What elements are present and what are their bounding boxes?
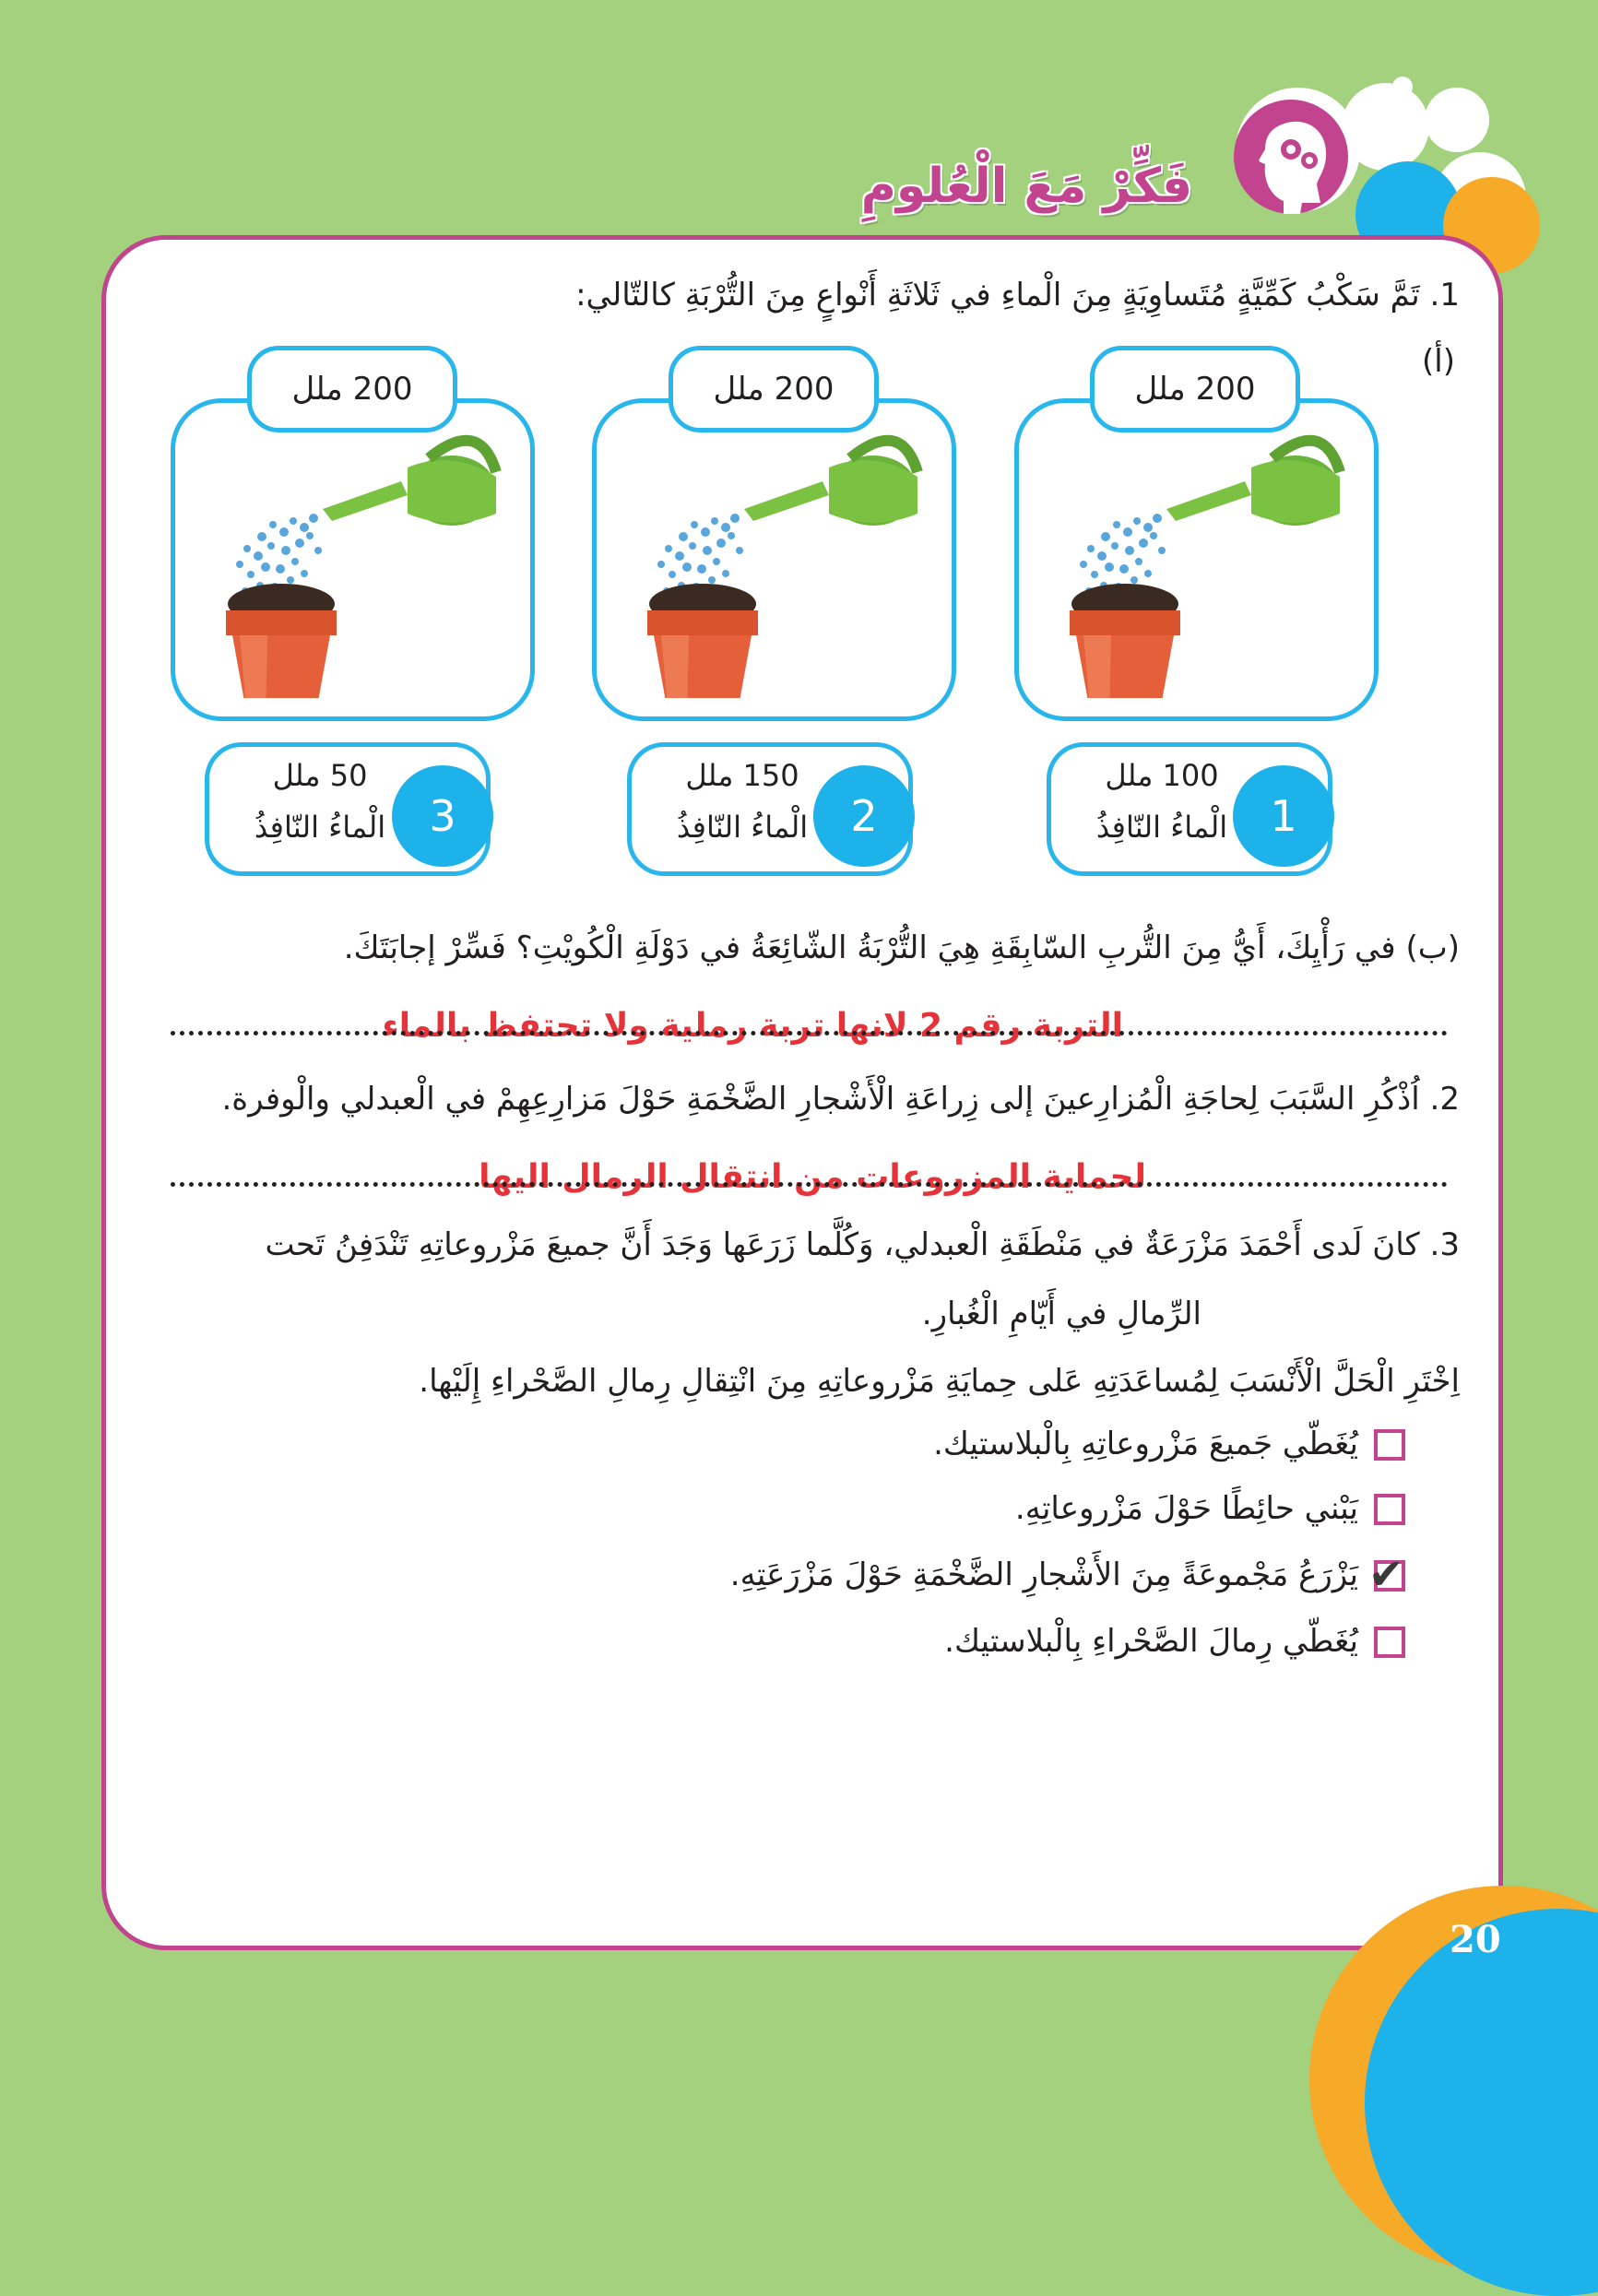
leaked-label-2: الْماءُ النّافِذُ: [676, 810, 809, 845]
option-checkbox-4[interactable]: [1374, 1627, 1405, 1658]
pot-number-3: 3: [392, 765, 493, 867]
option-text-3: يَزْرَعُ مَجْموعَةً مِنَ الأَشْجارِ الضَّخْمَةِ حَوْلَ مَزْرَعَتِهِ.: [729, 1556, 1358, 1593]
leaked-label-1: الْماءُ النّافِذُ: [1095, 810, 1228, 845]
option-checkbox-1[interactable]: [1374, 1429, 1405, 1461]
question1-text: 1. تَمَّ سَكْبُ كَمِّيَّةٍ مُتَساوِيَةٍ مِنَ الْماءِ في ثَلاثَةِ أَنْواعٍ مِنَ التُّرْبَةِ كالتّالي:: [575, 277, 1460, 314]
option-text-4: يُغَطّي رِمالَ الصَّحْراءِ بِالْبلاستيك.: [944, 1623, 1358, 1660]
option-checkbox-2[interactable]: [1374, 1494, 1405, 1525]
leaked-amount-3: 50 ملل: [272, 758, 368, 793]
leaked-label-3: الْماءُ النّافِذُ: [254, 810, 386, 845]
decor-bubble: [1392, 77, 1413, 97]
option-text-1: يُغَطّي جَميعَ مَزْروعاتِهِ بِالْبلاستيك.: [933, 1426, 1358, 1462]
pot-number-2: 2: [813, 765, 915, 867]
pot-box-1: [1014, 398, 1379, 721]
pot-number-1: 1: [1233, 765, 1334, 867]
answer-2: لحماية المزروعات من انتقال الرمال اليها: [479, 1158, 1146, 1196]
poured-amount-3: 200 ملل: [247, 346, 457, 432]
decor-bubble: [1425, 88, 1489, 152]
head-gears-icon: [1217, 92, 1355, 231]
pot-box-2: [592, 398, 956, 721]
answer-b: التربة رقم 2 لانها تربة رملية ولا تحتفظ بالماء: [382, 1007, 1123, 1045]
answer-line-2: [171, 1182, 1448, 1187]
question2-text: 2. اُذْكُرِ السَّبَبَ لِحاجَةِ الْمُزارِعينَ إلى زِراعَةِ الْأَشْجارِ الضَّخْمَةِ حَوْلَ مَزارِعِهِمْ في الْعبدلي والْوفرة.: [221, 1081, 1460, 1118]
leaked-amount-2: 150 ملل: [685, 758, 799, 793]
page-title: فَكِّرْ مَعَ الْعُلومِ: [860, 159, 1192, 214]
answer-line-b: [171, 1031, 1448, 1036]
question3-line1: 3. كانَ لَدى أَحْمَدَ مَزْرَعَةٌ في مَنْطَقَةِ الْعبدلي، وَكُلَّما زَرَعَها وَجَدَ أَنَّ جميعَ مَزْروعاتِهِ تَنْدَفِنُ تَحت: [265, 1226, 1460, 1263]
question3-instruction: اِخْتَرِ الْحَلَّ الْأَنْسَبَ لِمُساعَدَتِهِ عَلى حِمايَةِ مَزْروعاتِهِ مِنَ انْتِقالِ رِمالِ الصَّحْراءِ إِلَيْها.: [419, 1363, 1460, 1400]
leaked-amount-1: 100 ملل: [1105, 758, 1219, 793]
page-number: 20: [1450, 1918, 1501, 1961]
part-b-question: (ب) في رَأْيِكَ، أَيُّ مِنَ التُّربِ السّابِقَةِ هِيَ التُّرْبَةُ الشّائِعَةُ في دَوْلَةِ الْكُويْتِ؟ فَسِّرْ إجابَتَكَ.: [343, 929, 1460, 966]
option-text-2: يَبْني حائِطًا حَوْلَ مَزْروعاتِهِ.: [1014, 1490, 1358, 1527]
poured-amount-2: 200 ملل: [669, 346, 879, 432]
pot-box-3: [171, 398, 535, 721]
check-mark-icon: ✔: [1368, 1549, 1404, 1599]
poured-amount-1: 200 ملل: [1090, 346, 1300, 432]
question3-line2: الرِّمالِ في أَيّامِ الْغُبارِ.: [921, 1296, 1201, 1332]
part-a-label: (أ): [1422, 343, 1455, 380]
